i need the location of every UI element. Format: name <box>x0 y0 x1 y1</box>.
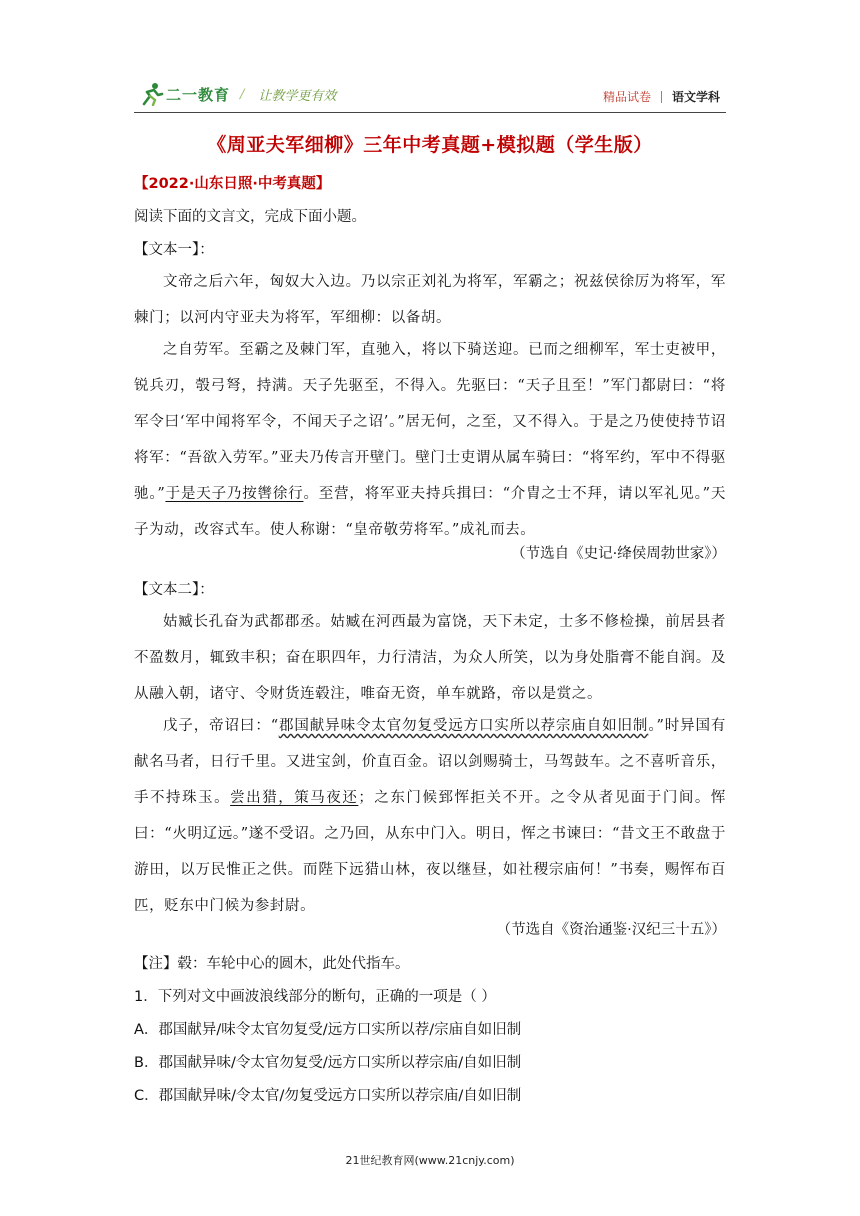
option-c[interactable]: C．郡国献异味/令太官/勿复受远方口实所以荐宗庙/自如旧制 <box>134 1088 522 1104</box>
text2-source: （节选自《资治通鉴·汉纪三十五》） <box>496 922 726 938</box>
text2-underlined-sentence: 尝出猎，策马夜还 <box>230 790 359 806</box>
text1-paragraph-2 <box>134 332 726 548</box>
text1-paragraph-1: 文帝之后六年，匈奴大入边。乃以宗正刘礼为将军，军霸之；祝兹侯徐厉为将军，军棘门；以河内守亚夫为将军，军细柳：以备胡。 <box>134 274 726 326</box>
instruction: 阅读下面的文言文，完成下面小题。 <box>134 209 366 225</box>
logo-text: 二一教育 <box>166 85 231 104</box>
tag-subject: 语文学科 <box>671 90 720 104</box>
text2-label: 【文本二】： <box>134 582 214 598</box>
tag-premium: 精品试卷 <box>602 90 651 104</box>
page-header <box>134 78 726 112</box>
option-b[interactable]: B．郡国献异味/令太官勿复受/远方口实所以荐宗庙/自如旧制 <box>134 1055 522 1071</box>
header-slash: / <box>240 86 245 102</box>
question-stem: 1．下列对文中画波浪线部分的断句，正确的一项是（ ） <box>134 989 496 1005</box>
text2-p2-part-a: 戊子，帝诏曰：“ <box>163 718 279 734</box>
text1-p2-part-a: 之自劳军。至霸之及棘门军，直驰入，将以下骑送迎。已而之细柳军，军士吏被甲，锐兵刃，彀弓弩，持满。天子先驱至，不得入。先驱曰：“天子且至！”军门都尉曰：“将军令曰‘军中闻将军令，不闻天子之诏’。”居无何，之至，又不得入。于是之乃使使持节诏将军：“吾欲入劳军。”亚夫乃传言开壁门。壁门士吏谓从属车骑曰：“将军约，军中不得驱驰。” <box>134 342 726 502</box>
source-tag: 【2022·山东日照·中考真题】 <box>134 176 331 192</box>
annotation-note: 【注】毂：车轮中心的圆木，此处代指车。 <box>134 956 410 972</box>
tag-divider <box>661 91 662 103</box>
text2-paragraph-1: 姑臧长孔奋为武都郡丞。姑臧在河西最为富饶，天下未定，士多不修检操，前居县者不盈数月，辄致丰积；奋在职四年，力行清洁，为众人所笑，以为身处脂膏不能自润。及从融入朝，诸守、令财货连毂注，唯奋无资，单车就路，帝以是赏之。 <box>134 614 726 702</box>
header-tags <box>603 88 720 105</box>
slogan: 让教学更有效 <box>258 88 337 104</box>
option-a[interactable]: A．郡国献异/味令太官勿复受/远方口实所以荐/宗庙自如旧制 <box>134 1022 522 1038</box>
text1-label: 【文本一】： <box>134 242 214 258</box>
logo <box>138 82 336 106</box>
header-rule <box>134 112 726 113</box>
text1-underlined-sentence: 于是天子乃按辔徐行 <box>165 486 304 502</box>
text1-source: （节选自《史记·绛侯周勃世家》） <box>511 546 726 562</box>
page-footer: 21世纪教育网(www.21cnjy.com) <box>345 1154 515 1167</box>
text2-wavy-sentence: 郡国献异味令太官勿复受远方口实所以荐宗庙自如旧制 <box>278 718 649 734</box>
text2-p2-part-b: 。”时异国有献名马者，日行千里。又进宝剑，价直百金。诏以剑赐骑士，马驾鼓车。之不喜听音乐，手不持珠玉。 <box>134 718 727 806</box>
page-title: 《周亚夫军细柳》三年中考真题+模拟题（学生版） <box>207 134 653 156</box>
text2-p2-part-c: ；之东门候郅恽拒关不开。之令从者见面于门间。恽曰：“火明辽远。”遂不受诏。之乃回，从东中门入。明日，恽之书谏曰：“昔文王不敢盘于游田，以万民惟正之供。而陛下远猎山林，夜以继昼，如社稷宗庙何！”书奏，赐恽布百匹，贬东中门候为参封尉。 <box>134 790 726 914</box>
text2-paragraph-2 <box>134 708 726 924</box>
text1-p2-part-b: 。至营，将军亚夫持兵揖曰：“介胄之士不拜，请以军礼见。”天子为动，改容式车。使人称谢：“皇帝敬劳将军。”成礼而去。 <box>134 486 726 538</box>
runner-logo-icon <box>138 82 164 106</box>
